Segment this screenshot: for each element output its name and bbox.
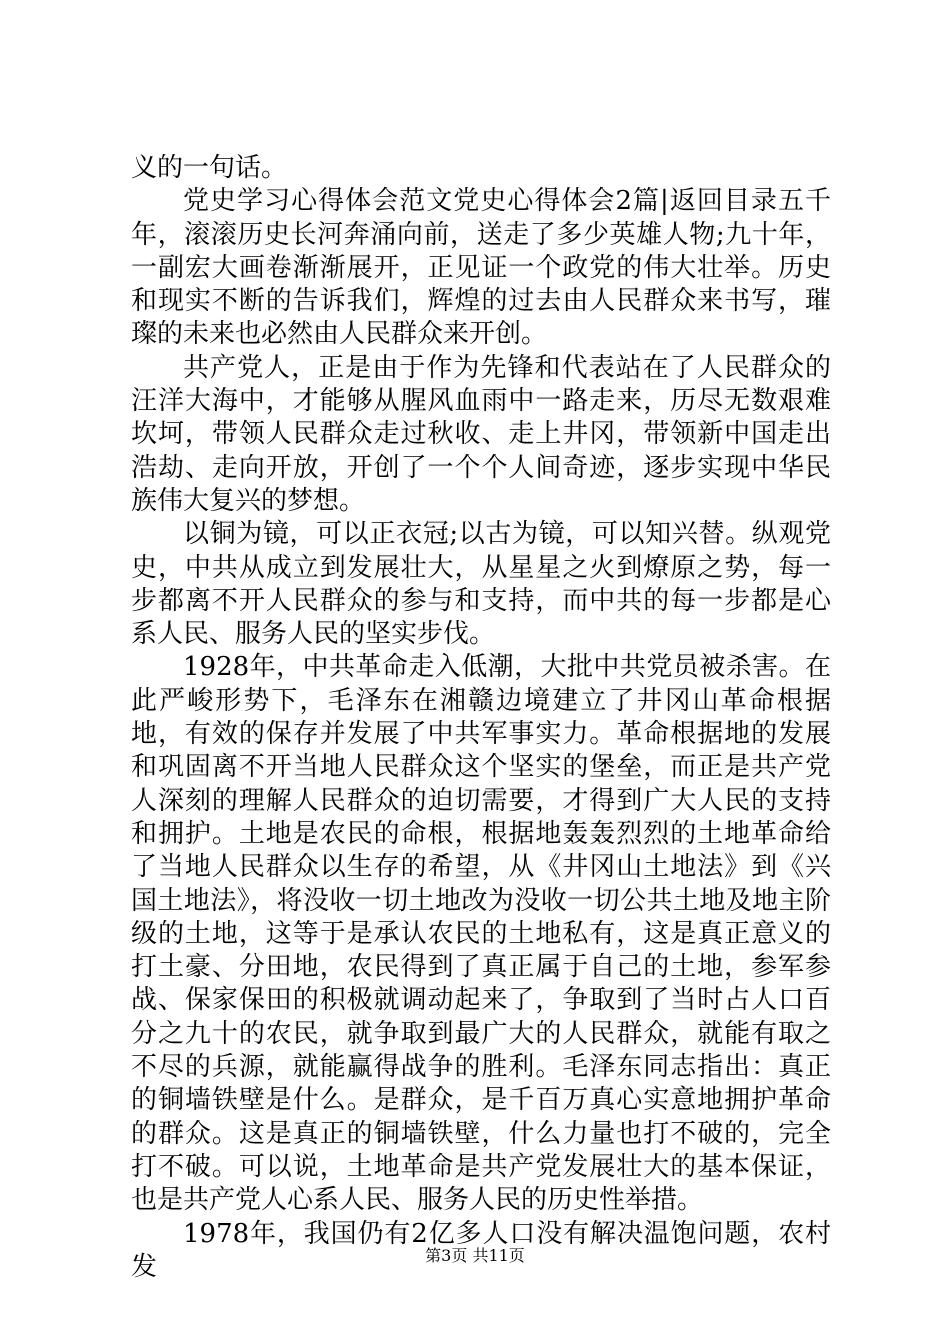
paragraph: 党史学习心得体会范文党史心得体会2篇|返回目录五千年，滚滚历史长河奔涌向前，送走了多少英雄人物;九十年，一副宏大画卷渐渐展开，正见证一个政党的伟大壮举。历史和现实不断的告诉我们，辉煌的过去由人民群众来书写，璀璨的未来也必然由人民群众来开创。 <box>131 186 831 350</box>
page-number-footer: 第3页 共11页 <box>425 1246 525 1265</box>
paragraph: 1928年，中共革命走入低潮，大批中共党员被杀害。在此严峻形势下，毛泽东在湘赣边境建立了井冈山革命根据地，有效的保存并发展了中共军事实力。革命根据地的发展和巩固离不开当地人民群众这个坚实的堡垒，而正是共产党人深刻的理解人民群众的迫切需要，才得到广大人民的支持和拥护。土地是农民的命根，根据地轰轰烈烈的土地革命给了当地人民群众以生存的希望，从《井冈山土地法》到《兴国土地法》，将没收一切土地改为没收一切公共土地及地主阶级的土地，这等于是承认农民的土地私有，这是真正意义的打土豪、分田地，农民得到了真正属于自己的土地，参军参战、保家保田的积极就调动起来了，争取到了当时占人口百分之九十的农民，就争取到最广大的人民群众，就能有取之不尽的兵源，就能赢得战争的胜利。毛泽东同志指出：真正的铜墙铁壁是什么。是群众，是千百万真心实意地拥护革命的群众。这是真正的铜墙铁壁，什么力量也打不破的，完全打不破。可以说，土地革命是共产党发展壮大的基本保证，也是共产党人心系人民、服务人民的历史性举措。 <box>131 652 831 1216</box>
paragraph: 1978年，我国仍有2亿多人口没有解决温饱问题，农村发 <box>131 1218 831 1282</box>
document-body <box>131 152 831 1284</box>
paragraph-continued: 义的一句话。 <box>131 153 288 183</box>
paragraph: 以铜为镜，可以正衣冠;以古为镜，可以知兴替。纵观党史，中共从成立到发展壮大，从星星之火到燎原之势，每一步都离不开人民群众的参与和支持，而中共的每一步都是心系人民、服务人民的坚实步伐。 <box>131 519 831 650</box>
paragraph: 共产党人，正是由于作为先锋和代表站在了人民群众的汪洋大海中，才能够从腥风血雨中一路走来，历尽无数艰难坎坷，带领人民群众走过秋收、走上井冈，带领新中国走出浩劫、走向开放，开创了一个个人间奇迹，逐步实现中华民族伟大复兴的梦想。 <box>131 352 831 516</box>
